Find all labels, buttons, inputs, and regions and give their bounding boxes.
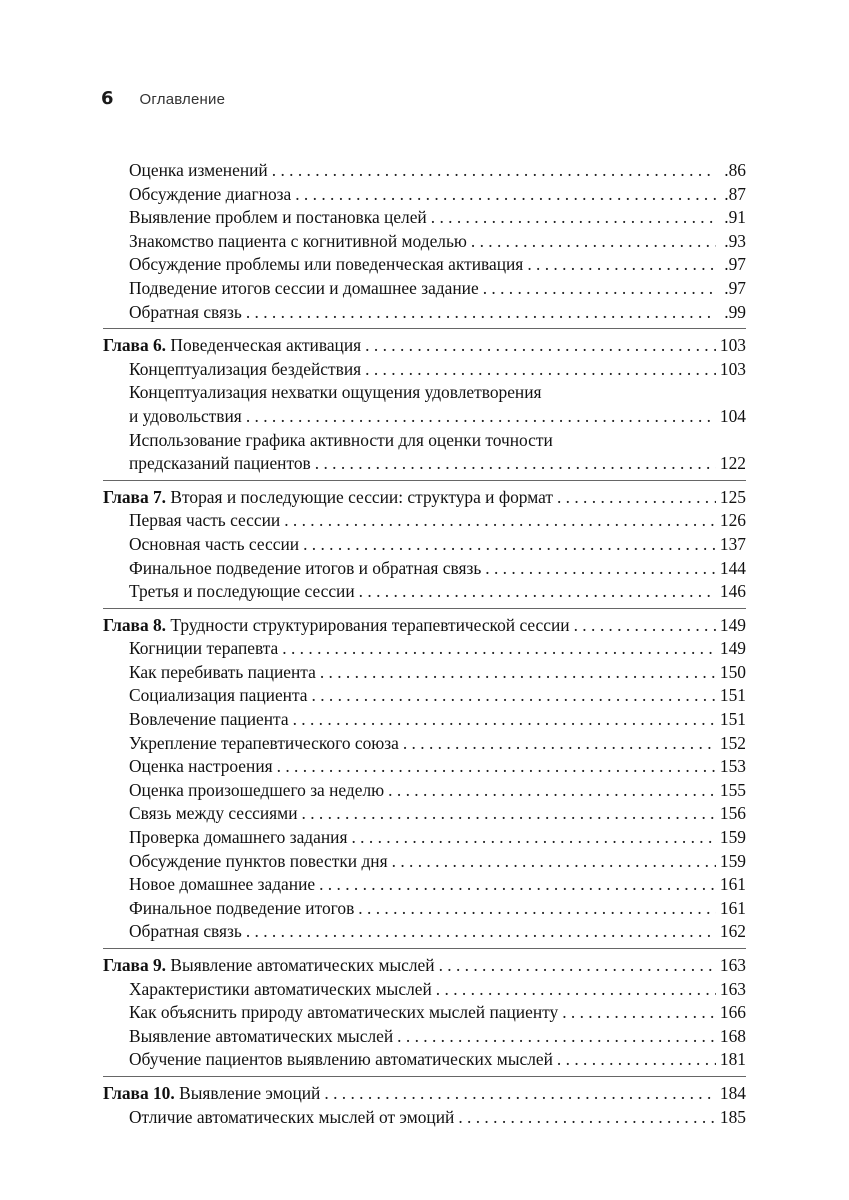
chapter-divider <box>103 608 746 609</box>
toc-entry-row <box>103 803 746 827</box>
toc-entry-title: Оценка настроения <box>129 756 273 777</box>
toc-entry-title: Обучение пациентов выявлению автоматических мыслей <box>129 1049 553 1070</box>
toc-chapter-row <box>103 955 746 979</box>
dot-leader <box>574 615 716 636</box>
toc-entry-row <box>103 453 746 477</box>
toc-page-number: .99 <box>724 301 746 322</box>
toc-entry-row <box>103 1107 746 1131</box>
toc-entry-title: Финальное подведение итогов и обратная связь <box>129 557 482 578</box>
dot-leader <box>351 827 715 848</box>
chapter-title: Выявление эмоций <box>179 1082 321 1103</box>
toc-page-number: 155 <box>719 779 746 800</box>
chapter-title: Вторая и последующие сессии: структура и формат <box>170 486 553 507</box>
toc-page-number: 149 <box>719 614 746 635</box>
chapter-title: Поведенческая активация <box>170 335 362 356</box>
toc-entry-title: Финальное подведение итогов <box>129 897 355 918</box>
dot-leader <box>284 510 716 531</box>
toc-entry-row <box>103 780 746 804</box>
toc-entry-row <box>103 874 746 898</box>
toc-entry-title: Подведение итогов сессии и домашнее задание <box>129 277 479 298</box>
toc-page-number: 122 <box>719 453 746 474</box>
toc-page-number: 166 <box>719 1002 746 1023</box>
toc-entry-title <box>103 487 553 508</box>
toc-page-number: 104 <box>719 405 746 426</box>
toc-entry-title: Выявление проблем и постановка целей <box>129 207 427 228</box>
toc-entry-title: Укрепление терапевтического союза <box>129 732 399 753</box>
toc-page-number: .97 <box>724 254 746 275</box>
dot-leader <box>295 184 716 205</box>
toc-entry-row <box>103 184 746 208</box>
dot-leader <box>324 1083 716 1104</box>
toc-page-number: 162 <box>719 921 746 942</box>
toc-page-number: 150 <box>719 661 746 682</box>
dot-leader <box>272 160 716 181</box>
toc-page-number: 126 <box>719 510 746 531</box>
toc-entry-title: Обратная связь <box>129 301 242 322</box>
toc-entry-row <box>103 160 746 184</box>
toc-chapter-row <box>103 487 746 511</box>
dot-leader <box>359 581 716 602</box>
toc-page-number: 144 <box>719 557 746 578</box>
toc-page-number: 103 <box>719 358 746 379</box>
toc-entry-row <box>103 709 746 733</box>
toc-entry-title: Концептуализация бездействия <box>129 358 362 379</box>
toc-chapter-row <box>103 1083 746 1107</box>
dot-leader <box>439 955 716 976</box>
toc-entry-row <box>103 733 746 757</box>
dot-leader <box>485 558 716 579</box>
dot-leader <box>388 780 716 801</box>
toc-entry-row <box>103 898 746 922</box>
toc-entry-title: Когниции терапевта <box>129 638 279 659</box>
dot-leader <box>302 803 716 824</box>
toc-entry-row <box>103 278 746 302</box>
toc-page-number: 153 <box>719 756 746 777</box>
toc-entry-title: Как перебивать пациента <box>129 661 316 682</box>
toc-page-number: 168 <box>719 1025 746 1046</box>
chapter-label: Глава 9. <box>103 955 167 975</box>
toc-entry-line: Использование графика активности для оценки точности <box>129 429 553 450</box>
toc-entry-row <box>103 638 746 662</box>
dot-leader <box>436 979 716 1000</box>
chapter-title: Выявление автоматических мыслей <box>170 955 435 975</box>
toc-page-number: 125 <box>719 486 746 507</box>
toc-entry-row <box>103 662 746 686</box>
toc-page-number: .91 <box>724 207 746 228</box>
dot-leader <box>319 874 716 895</box>
toc-entry-title: Обсуждение пунктов повестки дня <box>129 850 388 871</box>
toc-entry-title <box>103 615 570 636</box>
toc-entry-row <box>103 406 746 430</box>
toc-entry-row <box>103 207 746 231</box>
toc-entry-title: Как объяснить природу автоматических мыслей пациенту <box>129 1002 559 1023</box>
dot-leader <box>315 453 716 474</box>
toc-entry-title: Обратная связь <box>129 921 242 942</box>
chapter-divider <box>103 480 746 481</box>
toc-entry-row <box>103 1026 746 1050</box>
dot-leader <box>282 638 716 659</box>
toc-page-number: 151 <box>719 709 746 730</box>
dot-leader <box>392 851 716 872</box>
toc-page-number: .93 <box>724 230 746 251</box>
toc-page-number: 161 <box>719 897 746 918</box>
toc-entry-title: предсказаний пациентов <box>129 453 311 474</box>
chapter-divider <box>103 948 746 949</box>
toc-page-number: 159 <box>719 827 746 848</box>
toc-page-number: 137 <box>719 533 746 554</box>
toc-entry-row <box>103 827 746 851</box>
chapter-divider <box>103 328 746 329</box>
dot-leader <box>320 662 716 683</box>
toc-entry-row <box>103 231 746 255</box>
dot-leader <box>365 359 716 380</box>
toc-entry-line: Концептуализация нехватки ощущения удовлетворения <box>129 382 542 403</box>
toc-page-number: .87 <box>724 183 746 204</box>
toc-page-number: 151 <box>719 685 746 706</box>
table-of-contents <box>103 160 746 1130</box>
toc-entry-title: Оценка произошедшего за неделю <box>129 779 385 800</box>
chapter-label: Глава 8. <box>103 614 167 635</box>
toc-page-number: 163 <box>719 955 746 975</box>
toc-entry-title: Вовлечение пациента <box>129 709 289 730</box>
chapter-title: Трудности структурирования терапевтической сессии <box>170 614 570 635</box>
toc-page-number: 181 <box>719 1049 746 1070</box>
dot-leader <box>303 534 716 555</box>
toc-entry-row <box>103 1002 746 1026</box>
dot-leader <box>358 898 716 919</box>
chapter-label: Глава 7. <box>103 486 167 507</box>
toc-entry-title: Основная часть сессии <box>129 533 300 554</box>
toc-entry-title <box>103 335 361 356</box>
chapter-divider <box>103 1076 746 1077</box>
toc-page-number: 163 <box>719 978 746 999</box>
toc-entry-title: Отличие автоматических мыслей от эмоций <box>129 1106 455 1127</box>
toc-entry-title: Первая часть сессии <box>129 510 281 531</box>
dot-leader <box>277 756 716 777</box>
dot-leader <box>458 1107 716 1128</box>
toc-entry-row <box>103 979 746 1003</box>
toc-entry-row <box>103 558 746 582</box>
toc-page-number: .86 <box>724 160 746 180</box>
toc-entry-title: Социализация пациента <box>129 685 308 706</box>
toc-page-number: 156 <box>719 803 746 824</box>
toc-entry-row <box>103 756 746 780</box>
toc-entry-title: Проверка домашнего задания <box>129 827 348 848</box>
dot-leader <box>312 685 716 706</box>
running-head: Оглавление <box>139 91 226 108</box>
toc-page-number: 185 <box>719 1106 746 1127</box>
toc-entry-row <box>103 921 746 945</box>
page-number: 6 <box>101 88 114 109</box>
dot-leader <box>562 1002 716 1023</box>
toc-entry-title: Новое домашнее задание <box>129 874 316 895</box>
toc-entry-title <box>103 1083 320 1104</box>
toc-entry-title: Характеристики автоматических мыслей <box>129 978 432 999</box>
dot-leader <box>527 254 716 275</box>
toc-entry-title <box>103 955 435 976</box>
toc-page-number: 184 <box>719 1082 746 1103</box>
dot-leader <box>403 733 716 754</box>
page-header <box>101 88 225 114</box>
toc-entry-row <box>103 1049 746 1073</box>
toc-entry-row <box>103 359 746 383</box>
chapter-label: Глава 10. <box>103 1082 175 1103</box>
dot-leader <box>365 335 716 356</box>
toc-entry-row <box>103 510 746 534</box>
toc-chapter-row <box>103 615 746 639</box>
dot-leader <box>246 302 716 323</box>
dot-leader <box>397 1026 716 1047</box>
toc-page-number: .97 <box>724 277 746 298</box>
dot-leader <box>557 487 716 508</box>
toc-page-number: 149 <box>719 638 746 659</box>
toc-page-number: 159 <box>719 850 746 871</box>
dot-leader <box>557 1049 716 1070</box>
toc-page-number: 146 <box>719 581 746 602</box>
dot-leader <box>431 207 716 228</box>
dot-leader <box>483 278 716 299</box>
toc-entry-row <box>103 685 746 709</box>
toc-entry-title: Обсуждение диагноза <box>129 183 292 204</box>
toc-entry-title: и удовольствия <box>129 405 242 426</box>
toc-entry-row <box>103 254 746 278</box>
toc-page-number: 161 <box>719 874 746 895</box>
toc-entry-title: Связь между сессиями <box>129 803 298 824</box>
dot-leader <box>246 406 716 427</box>
dot-leader <box>293 709 716 730</box>
toc-entry-row <box>103 581 746 605</box>
toc-page-number: 152 <box>719 732 746 753</box>
toc-entry-row <box>103 534 746 558</box>
toc-entry-row <box>103 851 746 875</box>
toc-entry-row <box>103 302 746 326</box>
dot-leader <box>471 231 716 252</box>
dot-leader <box>246 921 716 942</box>
toc-entry-title: Знакомство пациента с когнитивной моделью <box>129 230 467 251</box>
toc-entry-title: Обсуждение проблемы или поведенческая активация <box>129 254 524 275</box>
toc-entry-title: Оценка изменений <box>129 160 268 180</box>
toc-entry-title: Третья и последующие сессии <box>129 581 355 602</box>
toc-entry-title: Выявление автоматических мыслей <box>129 1025 394 1046</box>
toc-chapter-row <box>103 335 746 359</box>
chapter-label: Глава 6. <box>103 335 167 356</box>
toc-page-number: 103 <box>719 335 746 356</box>
